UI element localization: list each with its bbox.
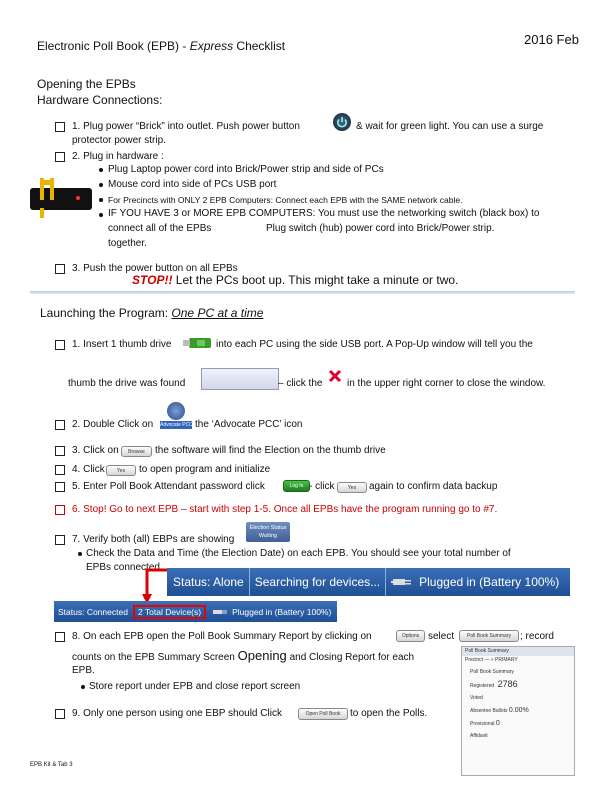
date-label: 2016 Feb	[524, 32, 579, 47]
report8-text: 8. On each EPB open the Poll Book Summary Report by clicking on	[72, 631, 372, 642]
bullet3-text: For Precincts with ONLY 2 EPB Computers: Connect each EPB with the SAME network cable.	[108, 195, 463, 205]
close-x-icon	[327, 368, 343, 384]
summary-line: Poll Book Summary	[470, 669, 514, 675]
browse-button[interactable]: Browse	[121, 446, 152, 457]
stop-text: STOP!! Let the PCs boot up. This might take a minute or two.	[132, 273, 459, 287]
launch5-text: 5. Enter Poll Book Attendant password click	[72, 481, 265, 492]
bullet	[99, 198, 103, 202]
status-searching-text: Searching for devices...	[254, 575, 381, 589]
report8-text-b: select	[428, 631, 455, 642]
launch3-text-b: the software will find the Election on the thumb drive	[155, 445, 386, 456]
summary-line: Voted	[470, 695, 483, 701]
status-bar-alone	[167, 568, 570, 596]
network-switch-photo	[30, 178, 92, 218]
launch7-bullet-text-b: EPBs connected	[86, 562, 160, 573]
checkbox-launch3[interactable]	[55, 446, 65, 456]
checkbox-launch1[interactable]	[55, 340, 65, 350]
launch2-text-b: the ‘Advocate PCC’ icon	[195, 419, 303, 430]
divider	[30, 291, 575, 294]
report8-text-c: ; record	[520, 631, 554, 642]
bullet	[99, 183, 103, 187]
bullet4-text-d: together.	[108, 238, 147, 249]
plug-icon	[211, 607, 229, 617]
summary-title: Poll Book Summary	[462, 647, 574, 656]
bullet4-text-b: connect all of the EPBs	[108, 223, 212, 234]
launch7-bullet-text: Check the Data and Time (the Election Date) on each EPB. You should see your total number of	[86, 548, 511, 559]
step1-text: 1. Plug power “Brick” into outlet. Push power button	[72, 121, 300, 132]
advocate-pcc-icon: Advocate PCC	[160, 402, 192, 430]
section-heading-launch: Launching the Program: One PC at a time	[40, 306, 264, 320]
launch1-text-b: into each PC using the side USB port. A Pop-Up window will tell you the	[216, 339, 533, 350]
section-heading-opening: Opening the EPBs	[37, 77, 136, 91]
checkbox-report8[interactable]	[55, 632, 65, 642]
red-arrow-icon	[141, 564, 171, 606]
bullet	[99, 213, 103, 217]
bullet	[78, 552, 82, 556]
checkbox-step1[interactable]	[55, 122, 65, 132]
status-connected-text: Status: Connected	[58, 606, 128, 617]
power-button-icon	[333, 113, 351, 131]
summary-heading: Precinct — » PRIMARY	[465, 657, 518, 663]
report8-bullet-text: Store report under EPB and close report screen	[89, 681, 301, 692]
plug-icon	[391, 575, 415, 589]
launch1-text-c: thumb the drive was found	[68, 378, 186, 389]
checkbox-launch5[interactable]	[55, 482, 65, 492]
step3-text: 3. Push the power button on all EPBs	[72, 263, 238, 274]
launch3-text: 3. Click on	[72, 445, 119, 456]
bullet4-text: IF YOU HAVE 3 or MORE EPB COMPUTERS: You must use the networking switch (black box) to	[108, 208, 540, 219]
checkbox-launch2[interactable]	[55, 420, 65, 430]
thumb-drive-icon	[183, 335, 213, 351]
checkbox-step3[interactable]	[55, 264, 65, 274]
yes-button-confirm[interactable]: Yes	[337, 482, 367, 493]
report9-text: 9. Only one person using one EBP should Click	[72, 708, 282, 719]
step1-text-b: & wait for green light. You can use a surge	[356, 121, 544, 132]
checkbox-report9[interactable]	[55, 709, 65, 719]
page-title: Electronic Poll Book (EPB) - Express Checklist	[37, 39, 286, 53]
launch1-text-d: – click the	[278, 378, 323, 389]
bullet1-text: Plug Laptop power cord into Brick/Power strip and side of PCs	[108, 164, 384, 175]
bullet2-text: Mouse cord into side of PCs USB port	[108, 179, 277, 190]
launch5-text-c: again to confirm data backup	[369, 481, 498, 492]
summary-line: Provisional 0	[470, 720, 500, 727]
section-heading-hardware: Hardware Connections:	[37, 93, 163, 107]
footer-text: EPB Kit & Tab 3	[30, 762, 73, 768]
login-button[interactable]: Log In	[283, 480, 310, 492]
summary-line: Absentee Ballots 0.00%	[470, 707, 529, 714]
checkbox-launch7[interactable]	[55, 535, 65, 545]
status-plugged-small-text: Plugged in (Battery 100%)	[232, 606, 332, 617]
summary-line: Registered 2786	[470, 679, 518, 689]
total-devices-badge: 2 Total Device(s)	[133, 605, 206, 619]
launch6-text: 6. Stop! Go to next EPB – start with step 1-5. Once all EPBs have the program running go to #7.	[72, 504, 498, 515]
checkbox-launch4[interactable]	[55, 465, 65, 475]
launch7-text: 7. Verify both (all) EBPs are showing	[72, 534, 235, 545]
bullet4-text-c: Plug switch (hub) power cord into Brick/Power strip.	[266, 223, 495, 234]
launch5-text-b: - click	[309, 481, 335, 492]
report8-text-d: counts on the EPB Summary Screen Opening and Closing Report for each	[72, 648, 415, 663]
report9-text-b: to open the Polls.	[350, 708, 428, 719]
status-bar-connected	[54, 601, 337, 622]
launch1-text: 1. Insert 1 thumb drive	[72, 339, 172, 350]
popup-window-image	[201, 368, 279, 390]
poll-book-summary-button[interactable]: Poll Book Summary	[459, 630, 519, 642]
status-plugged-text: Plugged in (Battery 100%)	[419, 575, 560, 589]
open-poll-book-button[interactable]: Open Poll Book	[298, 708, 348, 720]
launch2-text: 2. Double Click on	[72, 419, 154, 430]
report8-text-f: EPB.	[72, 665, 95, 676]
summary-line: Affidavit	[470, 733, 488, 739]
status-alone-text: Status: Alone	[173, 575, 244, 589]
launch1-text-e: in the upper right corner to close the window.	[347, 378, 546, 389]
checkbox-launch6[interactable]	[55, 505, 65, 515]
step1-text-c: protector power strip.	[72, 135, 166, 146]
step2-text: 2. Plug in hardware :	[72, 151, 164, 162]
launch4-text: 4. Click	[72, 464, 105, 475]
launch4-text-b: to open program and initialize	[139, 464, 271, 475]
checkbox-step2[interactable]	[55, 152, 65, 162]
bullet	[81, 685, 85, 689]
poll-book-summary-screenshot	[461, 646, 575, 776]
bullet	[99, 168, 103, 172]
election-status-waiting-badge: Election Status Waiting	[246, 522, 290, 542]
yes-button[interactable]: Yes	[106, 465, 136, 476]
options-button[interactable]: Options	[396, 630, 425, 642]
